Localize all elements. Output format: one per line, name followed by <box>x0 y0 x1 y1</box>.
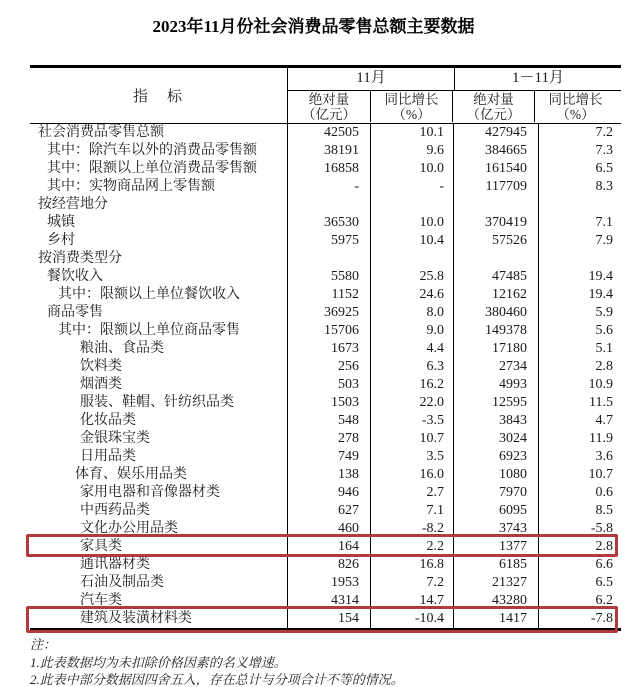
row-label: 家具类 <box>80 539 122 554</box>
row-value: 370419 <box>453 214 538 232</box>
row-value <box>370 250 453 268</box>
row-label: 化妆品类 <box>80 413 136 428</box>
row-value: 7.3 <box>538 142 621 160</box>
row-value: 6.5 <box>538 160 621 178</box>
row-value: 3743 <box>453 520 538 538</box>
row-label: 服装、鞋帽、针纺织品类 <box>80 395 234 410</box>
table-row <box>30 322 621 340</box>
row-value: 10.9 <box>538 376 621 394</box>
row-value: -5.8 <box>538 520 621 538</box>
row-value: 9.0 <box>370 322 453 340</box>
row-value: 10.7 <box>370 430 453 448</box>
row-value: 6.5 <box>538 574 621 592</box>
table-row <box>30 592 621 610</box>
row-value: 3024 <box>453 430 538 448</box>
row-value: 43280 <box>453 592 538 610</box>
header-label: 绝对量 <box>473 92 514 107</box>
table-row <box>30 412 621 430</box>
row-value: 12162 <box>453 286 538 304</box>
row-value <box>287 196 370 214</box>
row-value: 10.0 <box>370 214 453 232</box>
row-value: -7.8 <box>538 610 621 628</box>
header-label: 同比增长 <box>548 92 603 107</box>
row-label: 中西药品类 <box>80 503 150 518</box>
footnote-label: 注： <box>30 637 57 652</box>
row-value: 2.8 <box>538 358 621 376</box>
row-value: 16.8 <box>370 556 453 574</box>
row-value: 10.4 <box>370 232 453 250</box>
row-value: 5.1 <box>538 340 621 358</box>
row-value: 256 <box>287 358 370 376</box>
row-value: 9.6 <box>370 142 453 160</box>
row-value: 16.0 <box>370 466 453 484</box>
row-label: 乡村 <box>47 233 75 248</box>
row-value: 4314 <box>287 592 370 610</box>
row-value: 3843 <box>453 412 538 430</box>
header-period-row <box>288 68 621 91</box>
row-value: -8.2 <box>370 520 453 538</box>
row-value: 117709 <box>453 178 538 196</box>
header-unit: （%） <box>556 107 595 122</box>
row-value: 826 <box>287 556 370 574</box>
row-value: 19.4 <box>538 286 621 304</box>
table-row <box>30 178 621 196</box>
header-unit: （%） <box>392 107 431 122</box>
row-value: 5975 <box>287 232 370 250</box>
row-label: 建筑及装潢材料类 <box>80 611 192 626</box>
row-value: 6.2 <box>538 592 621 610</box>
table-body <box>30 124 621 628</box>
row-value: 2.2 <box>370 538 453 556</box>
row-value: 161540 <box>453 160 538 178</box>
row-label: 其中：实物商品网上零售额 <box>47 179 215 194</box>
row-value: 460 <box>287 520 370 538</box>
row-value: 4993 <box>453 376 538 394</box>
row-value: 57526 <box>453 232 538 250</box>
table-row <box>30 268 621 286</box>
row-value: 2.8 <box>538 538 621 556</box>
row-value: 24.6 <box>370 286 453 304</box>
table-row <box>30 232 621 250</box>
page-title: 2023年11月份社会消费品零售总额主要数据 <box>152 17 475 36</box>
table-row <box>30 610 621 628</box>
footnote-item: 2.此表中部分数据因四舍五入，存在总计与分项合计不等的情况。 <box>30 672 404 687</box>
row-label: 其中：限额以上单位餐饮收入 <box>58 287 240 302</box>
row-value: 21327 <box>453 574 538 592</box>
row-value: 47485 <box>453 268 538 286</box>
row-value: 149378 <box>453 322 538 340</box>
header-unit: （亿元） <box>302 107 356 122</box>
header-absolute-nov <box>288 91 370 122</box>
row-value: 384665 <box>453 142 538 160</box>
table-row <box>30 196 621 214</box>
table-row <box>30 556 621 574</box>
row-label: 日用品类 <box>80 449 136 464</box>
row-label: 家用电器和音像器材类 <box>80 485 220 500</box>
row-value: 7.1 <box>538 214 621 232</box>
row-label: 其中：限额以上单位消费品零售额 <box>47 161 257 176</box>
row-value: 427945 <box>453 124 538 142</box>
row-value: 7.2 <box>370 574 453 592</box>
row-value: 22.0 <box>370 394 453 412</box>
row-value: -3.5 <box>370 412 453 430</box>
row-value: 154 <box>287 610 370 628</box>
row-value: 1417 <box>453 610 538 628</box>
row-value: 8.3 <box>538 178 621 196</box>
row-value: 5.6 <box>538 322 621 340</box>
table-row <box>30 304 621 322</box>
row-value: 36530 <box>287 214 370 232</box>
row-label: 其中：限额以上单位商品零售 <box>58 323 240 338</box>
row-value: 11.5 <box>538 394 621 412</box>
row-value: 36925 <box>287 304 370 322</box>
row-value: - <box>287 178 370 196</box>
footnotes <box>30 636 404 687</box>
row-value: 14.7 <box>370 592 453 610</box>
row-label: 石油及制品类 <box>80 575 164 590</box>
header-measure-row <box>288 91 621 122</box>
row-label: 商品零售 <box>47 305 103 320</box>
table-row <box>30 430 621 448</box>
footnote-item: 1.此表数据均为未扣除价格因素的名义增速。 <box>30 654 287 670</box>
table-row <box>30 502 621 520</box>
row-label: 社会消费品零售总额 <box>38 125 164 140</box>
row-value: 7970 <box>453 484 538 502</box>
row-value: 11.9 <box>538 430 621 448</box>
row-label: 文化办公用品类 <box>80 521 178 536</box>
table-row <box>30 394 621 412</box>
row-value: 42505 <box>287 124 370 142</box>
row-value: 1152 <box>287 286 370 304</box>
row-label: 体育、娱乐用品类 <box>75 467 187 482</box>
row-value: 7.9 <box>538 232 621 250</box>
table-row <box>30 124 621 142</box>
row-value: 164 <box>287 538 370 556</box>
row-value: 6.3 <box>370 358 453 376</box>
row-value <box>538 250 621 268</box>
row-value: 6923 <box>453 448 538 466</box>
row-label: 金银珠宝类 <box>80 431 150 446</box>
row-value: 15706 <box>287 322 370 340</box>
row-value: 3.5 <box>370 448 453 466</box>
row-value: 7.2 <box>538 124 621 142</box>
row-value: -10.4 <box>370 610 453 628</box>
row-value: 6.6 <box>538 556 621 574</box>
header-indicator: 指 标 <box>132 89 184 105</box>
row-value: 1080 <box>453 466 538 484</box>
row-value: 5580 <box>287 268 370 286</box>
table-row <box>30 376 621 394</box>
header-label: 绝对量 <box>308 92 350 107</box>
row-value: 10.7 <box>538 466 621 484</box>
row-value <box>538 196 621 214</box>
row-value: 2734 <box>453 358 538 376</box>
header-yoy-jan-nov <box>534 91 616 122</box>
header-group-jan-to-nov: 1－11月 <box>454 68 621 90</box>
row-value: 17180 <box>453 340 538 358</box>
table-row <box>30 448 621 466</box>
row-value: 16.2 <box>370 376 453 394</box>
header-label: 同比增长 <box>384 92 439 107</box>
row-value: 16858 <box>287 160 370 178</box>
row-value: 946 <box>287 484 370 502</box>
row-label: 饮料类 <box>80 359 122 374</box>
row-value: 1377 <box>453 538 538 556</box>
table-row <box>30 250 621 268</box>
header-yoy-nov <box>370 91 452 122</box>
row-value: 4.7 <box>538 412 621 430</box>
row-label: 粮油、食品类 <box>80 341 164 356</box>
row-value: 380460 <box>453 304 538 322</box>
row-value <box>287 250 370 268</box>
row-value <box>370 196 453 214</box>
header-right-section <box>287 68 621 123</box>
row-label: 通讯器材类 <box>80 557 150 572</box>
header-group-november: 11月 <box>356 70 386 86</box>
row-value: 38191 <box>287 142 370 160</box>
row-value <box>453 250 538 268</box>
table-row <box>30 340 621 358</box>
row-value: 5.9 <box>538 304 621 322</box>
row-value: 10.1 <box>370 124 453 142</box>
table-header <box>30 68 621 124</box>
row-value: 12595 <box>453 394 538 412</box>
row-label: 餐饮收入 <box>47 269 103 284</box>
header-unit: （亿元） <box>466 107 521 122</box>
row-value: 627 <box>287 502 370 520</box>
row-value: 503 <box>287 376 370 394</box>
row-value: 278 <box>287 430 370 448</box>
row-label: 按经营地分 <box>38 197 108 212</box>
row-label: 其中：除汽车以外的消费品零售额 <box>47 143 257 158</box>
table-row <box>30 574 621 592</box>
row-value: 1503 <box>287 394 370 412</box>
table-row <box>30 214 621 232</box>
row-label: 城镇 <box>47 215 75 230</box>
table-row <box>30 538 621 556</box>
row-value: 25.8 <box>370 268 453 286</box>
row-label: 汽车类 <box>80 593 122 608</box>
table-row <box>30 484 621 502</box>
row-value: 548 <box>287 412 370 430</box>
table-row <box>30 142 621 160</box>
row-label: 烟酒类 <box>80 377 122 392</box>
row-value <box>453 196 538 214</box>
table-row <box>30 358 621 376</box>
row-value: 7.1 <box>370 502 453 520</box>
table-row <box>30 160 621 178</box>
row-value: - <box>370 178 453 196</box>
row-value: 8.0 <box>370 304 453 322</box>
row-value: 6095 <box>453 502 538 520</box>
header-absolute-jan-nov <box>452 91 534 122</box>
data-table <box>30 65 621 631</box>
row-value: 1953 <box>287 574 370 592</box>
row-value: 8.5 <box>538 502 621 520</box>
row-value: 749 <box>287 448 370 466</box>
table-row <box>30 286 621 304</box>
row-value: 0.6 <box>538 484 621 502</box>
table-row <box>30 520 621 538</box>
row-value: 3.6 <box>538 448 621 466</box>
row-label: 按消费类型分 <box>38 251 122 266</box>
row-value: 2.7 <box>370 484 453 502</box>
row-value: 10.0 <box>370 160 453 178</box>
row-value: 4.4 <box>370 340 453 358</box>
row-value: 19.4 <box>538 268 621 286</box>
row-value: 6185 <box>453 556 538 574</box>
row-value: 1673 <box>287 340 370 358</box>
table-row <box>30 466 621 484</box>
row-value: 138 <box>287 466 370 484</box>
